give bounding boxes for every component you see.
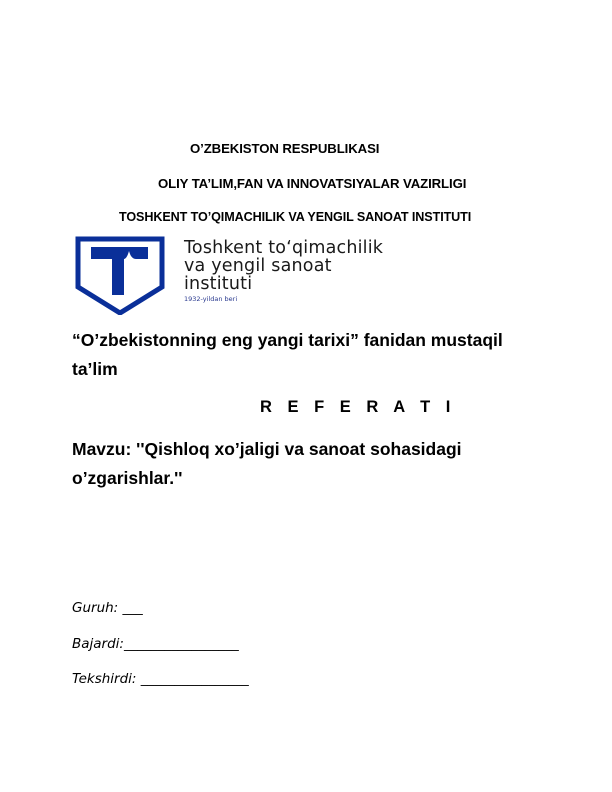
logo-text-line2: va yengil sanoat bbox=[184, 256, 332, 276]
done-by-field: Bajardi:_________________ bbox=[72, 636, 239, 652]
subject-line2: ta’lim bbox=[72, 359, 118, 379]
checked-by-field: Tekshirdi: ________________ bbox=[72, 671, 249, 687]
header-institute: TOSHKENT TO’QIMACHILIK VA YENGIL SANOAT INSTITUTI bbox=[119, 210, 472, 224]
header-ministry: OLIY TA’LIM,FAN VA INNOVATSIYALAR VAZIRLIGI bbox=[158, 176, 467, 191]
document-type-title: R E F E R A T I bbox=[260, 398, 456, 416]
topic-line2: o’zgarishlar.'' bbox=[72, 468, 183, 488]
logo-text bbox=[184, 239, 383, 303]
group-field: Guruh: ___ bbox=[72, 600, 143, 616]
shield-t-icon bbox=[74, 235, 166, 315]
logo-text-line1: Toshkent to‘qimachilik bbox=[184, 238, 384, 258]
subject-line1: “O’zbekistonning eng yangi tarixi” fanidan mustaqil bbox=[72, 330, 503, 350]
logo-tagline: 1932-yildan beri bbox=[184, 295, 238, 303]
topic-line1: Mavzu: ''Qishloq xo’jaligi va sanoat sohasidagi bbox=[72, 439, 462, 459]
institute-logo bbox=[74, 235, 430, 315]
header-republic: O’ZBEKISTON RESPUBLIKASI bbox=[190, 141, 380, 156]
logo-text-line3: instituti bbox=[184, 274, 253, 294]
